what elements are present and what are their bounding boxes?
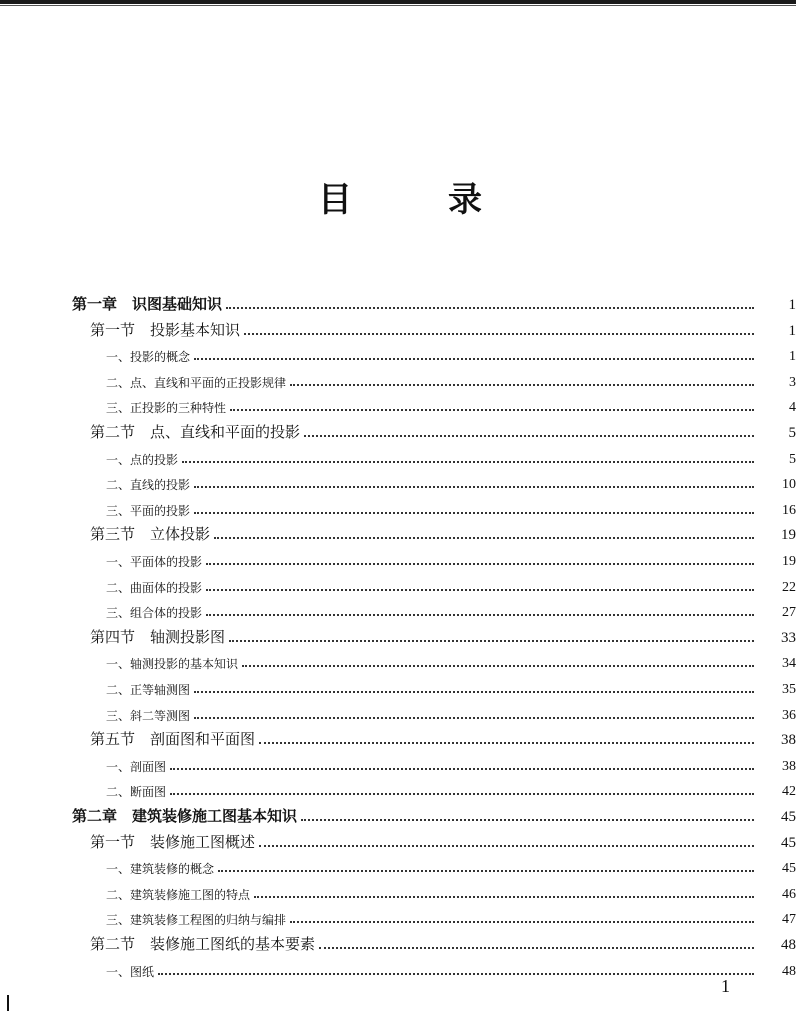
toc-entry-label: 一、平面体的投影: [106, 555, 203, 569]
toc-entry-page: 5: [789, 451, 796, 467]
page-title: [0, 172, 796, 222]
toc-leader-dots: [194, 512, 754, 514]
toc-entry-page: 10: [782, 477, 796, 493]
toc-leader-dots: [304, 435, 754, 437]
toc-entry-page: 42: [782, 784, 796, 800]
toc-entry: [0, 932, 796, 954]
toc-entry: [0, 625, 796, 647]
toc-leader-dots: [259, 845, 754, 847]
toc-entry: [0, 599, 796, 621]
toc-leader-dots: [290, 384, 754, 386]
toc-entry-page: 1: [788, 322, 796, 339]
toc-leader-dots: [194, 486, 754, 488]
toc-leader-dots: [290, 921, 754, 923]
toc-entry: [0, 292, 796, 314]
toc-entry-page: 45: [782, 861, 796, 877]
title-char-1: 目: [318, 180, 352, 220]
toc-leader-dots: [218, 870, 754, 872]
toc-entry-label: 一、点的投影: [106, 452, 179, 467]
toc-entry-label: 一、图纸: [106, 964, 155, 979]
toc-leader-dots: [194, 717, 754, 719]
toc-entry-page: 48: [781, 937, 796, 953]
toc-leader-dots: [170, 793, 754, 795]
toc-entry-page: 48: [782, 963, 796, 979]
toc-leader-dots: [170, 768, 754, 770]
toc-entry-label: 第二节 点、直线和平面的投影: [90, 423, 301, 441]
toc-leader-dots: [194, 358, 754, 360]
toc-entry-label: 一、投影的概念: [106, 350, 191, 365]
toc-leader-dots: [158, 973, 754, 975]
toc-entry-label: 二、点、直线和平面的正投影规律: [106, 375, 287, 390]
toc-entry-label: 第一章 识图基础知识: [72, 295, 223, 313]
toc-entry-label: 二、直线的投影: [106, 478, 191, 493]
toc-entry-page: 34: [782, 656, 796, 672]
toc-leader-dots: [301, 819, 754, 821]
toc-entry: [0, 446, 796, 468]
toc-entry: [0, 702, 796, 724]
toc-entry-label: 二、曲面体的投影: [106, 580, 203, 595]
toc-entry-label: 三、建筑装修工程图的归纳与编排: [106, 913, 287, 928]
toc-leader-dots: [259, 742, 754, 744]
toc-entry-page: 33: [781, 629, 796, 646]
toc-entry-page: 38: [782, 758, 796, 774]
toc-leader-dots: [319, 947, 754, 949]
toc-entry-label: 一、剖面图: [106, 759, 167, 774]
toc-entry-page: 16: [782, 502, 796, 518]
scan-margin-mark: [7, 995, 9, 1011]
toc-entry: [0, 497, 796, 519]
toc-entry-label: 二、正等轴测图: [106, 683, 191, 697]
toc-entry: [0, 548, 796, 570]
toc-entry-page: 27: [782, 605, 796, 621]
toc-entry-label: 二、建筑装修施工图的特点: [106, 887, 251, 902]
toc-entry: [0, 778, 796, 800]
toc-entry-page: 36: [782, 707, 796, 723]
toc-entry: [0, 855, 796, 877]
toc-entry-page: 5: [788, 425, 796, 441]
toc-leader-dots: [194, 691, 754, 693]
toc-entry-page: 4: [789, 400, 796, 416]
toc-entry: [0, 522, 796, 544]
toc-entry-label: 第五节 剖面图和平面图: [90, 730, 256, 749]
toc-leader-dots: [242, 665, 754, 667]
toc-entry-page: 22: [782, 579, 796, 595]
toc-entry-label: 三、斜二等测图: [106, 708, 191, 723]
toc-leader-dots: [206, 589, 754, 591]
toc-entry: [0, 574, 796, 596]
toc-entry-label: 第一节 装修施工图概述: [90, 832, 256, 851]
scan-top-border: [0, 0, 796, 4]
toc-entry: [0, 343, 796, 365]
toc-entry: [0, 830, 796, 852]
toc-leader-dots: [206, 563, 754, 565]
toc-entry: [0, 650, 796, 672]
toc-entry: [0, 881, 796, 903]
toc-entry-page: 38: [781, 732, 796, 749]
toc-entry-page: 1: [788, 297, 796, 313]
toc-entry-page: 3: [789, 374, 796, 390]
toc-entry-label: 第三节 立体投影: [90, 525, 211, 544]
toc-entry-label: 第一节 投影基本知识: [90, 320, 241, 339]
toc-leader-dots: [229, 640, 754, 642]
scan-top-border-thin: [0, 5, 796, 6]
toc-entry: [0, 369, 796, 391]
toc-leader-dots: [244, 333, 754, 335]
toc-entry-page: 1: [789, 349, 796, 365]
toc-entry-page: 45: [781, 809, 796, 825]
toc-entry: [0, 958, 796, 980]
toc-leader-dots: [214, 537, 754, 539]
toc-leader-dots: [254, 896, 754, 898]
toc-entry-page: 45: [781, 834, 796, 851]
toc-entry-label: 三、组合体的投影: [106, 606, 203, 621]
toc-entry: [0, 727, 796, 749]
toc-entry: [0, 753, 796, 775]
toc-entry: [0, 394, 796, 416]
toc-leader-dots: [226, 307, 754, 309]
toc-entry-label: 三、平面的投影: [106, 503, 191, 518]
toc-leader-dots: [182, 461, 754, 463]
toc-entry-page: 47: [782, 912, 796, 928]
toc-entry: [0, 318, 796, 340]
toc-leader-dots: [230, 409, 754, 411]
toc-entry: [0, 804, 796, 826]
toc-entry-label: 二、断面图: [106, 785, 167, 800]
toc-entry-label: 第二节 装修施工图纸的基本要素: [90, 935, 316, 953]
toc-entry-page: 46: [782, 886, 796, 902]
toc-entry: [0, 420, 796, 442]
toc-entry-page: 35: [782, 682, 796, 697]
toc-entry-page: 19: [782, 554, 796, 569]
toc-leader-dots: [206, 614, 754, 616]
toc-entry-label: 第四节 轴测投影图: [90, 627, 226, 646]
page-number: 1: [721, 976, 730, 996]
toc-entry-label: 一、轴测投影的基本知识: [106, 657, 239, 672]
toc-entry-label: 一、建筑装修的概念: [106, 862, 215, 877]
toc-entry-label: 第二章 建筑装修施工图基本知识: [72, 807, 298, 825]
toc-entry: [0, 471, 796, 493]
toc-entry: [0, 906, 796, 928]
title-char-2: 录: [448, 180, 482, 220]
toc-entry-label: 三、正投影的三种特性: [106, 401, 227, 416]
toc-entry-page: 19: [781, 527, 796, 544]
toc-entry: [0, 676, 796, 698]
